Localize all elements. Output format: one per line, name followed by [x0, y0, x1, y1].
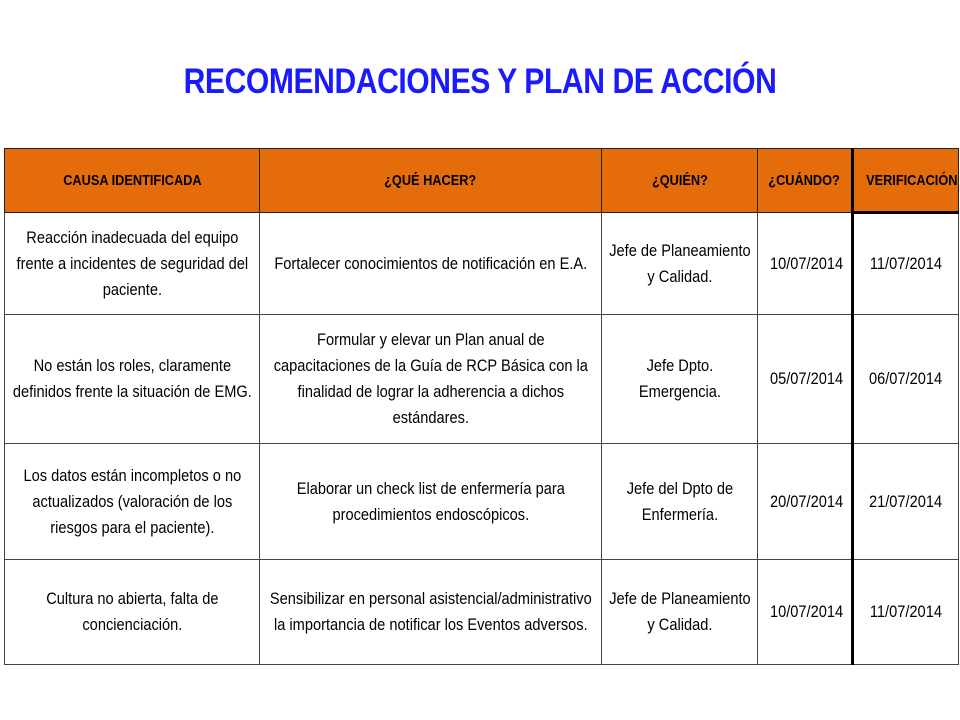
header-causa: CAUSA IDENTIFICADA — [5, 149, 260, 213]
cell-verificacion: 11/07/2014 — [853, 213, 959, 315]
cell-cuando: 20/07/2014 — [758, 444, 853, 560]
cell-verificacion: 21/07/2014 — [853, 444, 959, 560]
cell-quien: Jefe de Planeamiento y Calidad. — [602, 560, 758, 665]
header-quien: ¿QUIÉN? — [602, 149, 758, 213]
table-row — [5, 315, 959, 444]
page-title: RECOMENDACIONES Y PLAN DE ACCIÓN — [183, 62, 777, 101]
cell-quien: Jefe de Planeamiento y Calidad. — [602, 213, 758, 315]
table-row — [5, 444, 959, 560]
cell-causa: Los datos están incompletos o no actualizados (valoración de los riesgos para el paciente). — [5, 444, 260, 560]
cell-cuando: 10/07/2014 — [758, 213, 853, 315]
cell-verificacion: 06/07/2014 — [853, 315, 959, 444]
cell-que-hacer: Fortalecer conocimientos de notificación en E.A. — [260, 213, 602, 315]
cell-cuando: 10/07/2014 — [758, 560, 853, 665]
cell-que-hacer: Sensibilizar en personal asistencial/administrativo la importancia de notificar los Eventos adversos. — [260, 560, 602, 665]
header-que-hacer: ¿QUÉ HACER? — [260, 149, 602, 213]
action-plan-table — [4, 148, 959, 665]
cell-causa: Cultura no abierta, falta de concienciación. — [5, 560, 260, 665]
cell-causa: Reacción inadecuada del equipo frente a incidentes de seguridad del paciente. — [5, 213, 260, 315]
cell-verificacion: 11/07/2014 — [853, 560, 959, 665]
cell-quien: Jefe Dpto. Emergencia. — [602, 315, 758, 444]
header-cuando: ¿CUÁNDO? — [758, 149, 853, 213]
cell-quien: Jefe del Dpto de Enfermería. — [602, 444, 758, 560]
cell-causa: No están los roles, claramente definidos frente la situación de EMG. — [5, 315, 260, 444]
cell-que-hacer: Formular y elevar un Plan anual de capacitaciones de la Guía de RCP Básica con la finalidad de lograr la adherencia a dichos estándares. — [260, 315, 602, 444]
table-row — [5, 560, 959, 665]
table-header-row — [5, 149, 959, 213]
cell-que-hacer: Elaborar un check list de enfermería para procedimientos endoscópicos. — [260, 444, 602, 560]
table-row — [5, 213, 959, 315]
header-verificacion: VERIFICACIÓN — [853, 149, 959, 213]
cell-cuando: 05/07/2014 — [758, 315, 853, 444]
